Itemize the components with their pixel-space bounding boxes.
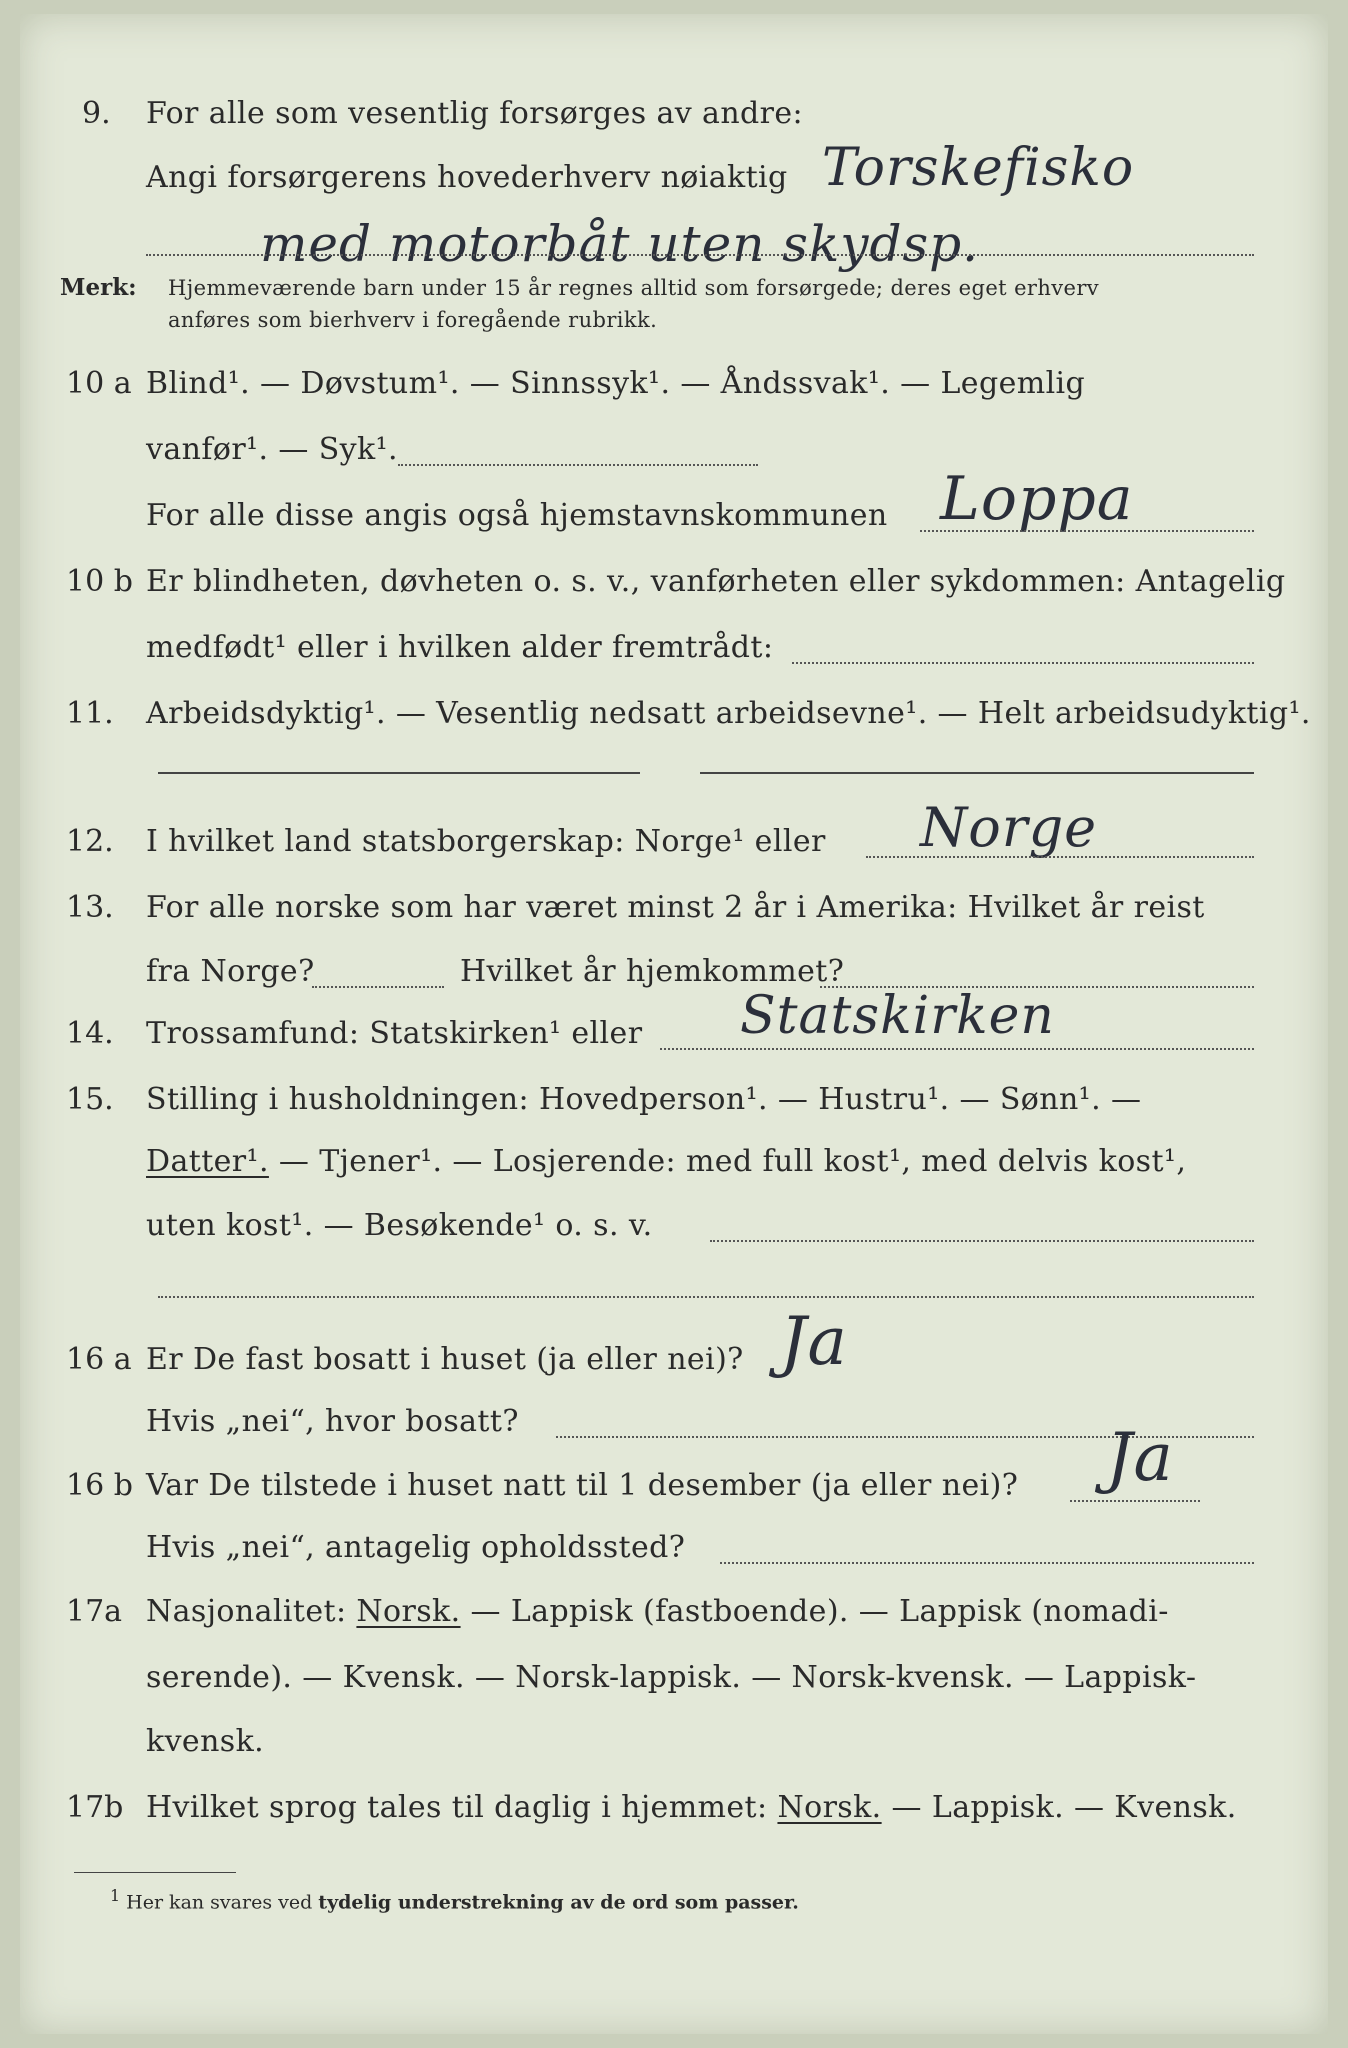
q17b-number: 17b bbox=[66, 1790, 124, 1825]
q17b-underlined-norsk: Norsk. bbox=[777, 1790, 882, 1825]
q10b-answer-line bbox=[792, 662, 1254, 664]
q17b-question: Hvilket sprog tales til daglig i hjemmet: bbox=[146, 1790, 768, 1825]
q15-underlined-datter: Datter¹. bbox=[146, 1144, 269, 1179]
q13-number: 13. bbox=[66, 890, 114, 925]
q11-divider-left bbox=[158, 772, 640, 774]
q16b-line2-answer-line bbox=[720, 1562, 1254, 1564]
q10a-line2-answer-line bbox=[398, 464, 758, 466]
q13-year-left-line bbox=[312, 986, 444, 988]
q12-handwritten-answer: Norge bbox=[920, 796, 1098, 859]
q17a-line1-rest: — Lappisk (fastboende). — Lappisk (nomadi- bbox=[460, 1594, 1169, 1629]
q10b-line2: medfødt¹ eller i hvilken alder fremtrådt: bbox=[146, 630, 774, 665]
q13-line1: For alle norske som har været minst 2 år i Amerika: Hvilket år reist bbox=[146, 890, 1205, 925]
footnote-mark: 1 bbox=[110, 1886, 121, 1905]
q10b-number: 10 b bbox=[66, 564, 133, 599]
q12-number: 12. bbox=[66, 824, 114, 859]
q10a-line1: Blind¹. — Døvstum¹. — Sinnssyk¹. — Åndssvak¹. — Legemlig bbox=[146, 366, 1086, 401]
q9-handwritten-answer1: Torskefisko bbox=[822, 138, 1135, 198]
q15-line1: Stilling i husholdningen: Hovedperson¹. — Hustru¹. — Sønn¹. — bbox=[146, 1082, 1142, 1117]
q9-handwritten-answer2: med motorbåt uten skydsp. bbox=[260, 215, 980, 273]
q15-line3: uten kost¹. — Besøkende¹ o. s. v. bbox=[146, 1208, 653, 1243]
q9-line1: For alle som vesentlig forsørges av andre: bbox=[146, 96, 804, 131]
q17a-line3: kvensk. bbox=[146, 1724, 265, 1759]
q17b-line1-rest: — Lappisk. — Kvensk. bbox=[881, 1790, 1237, 1825]
q14-answer-line bbox=[660, 1048, 1254, 1050]
q16b-line1: Var De tilstede i huset natt til 1 desember (ja eller nei)? bbox=[146, 1468, 1019, 1503]
q10a-handwritten-answer: Loppa bbox=[940, 464, 1134, 534]
merk-line1: Hjemmeværende barn under 15 år regnes alltid som forsørgede; deres eget erhverv bbox=[168, 276, 1100, 300]
q10a-line3-answer-line bbox=[920, 530, 1254, 532]
q9-number: 9. bbox=[82, 96, 111, 131]
q10a-line3: For alle disse angis også hjemstavnskommunen bbox=[146, 498, 888, 533]
q13-line2b: Hvilket år hjemkommet? bbox=[460, 954, 845, 989]
q9-line2: Angi forsørgerens hovederhverv nøiaktig bbox=[146, 160, 788, 195]
q17a-line2: serende). — Kvensk. — Norsk-lappisk. — Norsk-kvensk. — Lappisk- bbox=[146, 1660, 1197, 1695]
q15-line2-rest: — Tjener¹. — Losjerende: med full kost¹, med delvis kost¹, bbox=[268, 1144, 1187, 1179]
q14-line1: Trossamfund: Statskirken¹ eller bbox=[146, 1016, 643, 1051]
q16a-line2: Hvis „nei“, hvor bosatt? bbox=[146, 1404, 519, 1439]
footnote-bold-text: tydelig understrekning av de ord som passer. bbox=[318, 1891, 799, 1914]
q16b-handwritten-answer: Ja bbox=[1106, 1419, 1174, 1496]
q15-answer-line bbox=[710, 1240, 1254, 1242]
q14-handwritten-answer: Statskirken bbox=[740, 986, 1055, 1046]
q11-line1: Arbeidsdyktig¹. — Vesentlig nedsatt arbeidsevne¹. — Helt arbeidsudyktig¹. bbox=[146, 696, 1311, 731]
q17a-label: Nasjonalitet: bbox=[146, 1594, 347, 1629]
q17b-line1 bbox=[146, 1790, 1237, 1826]
footnote bbox=[110, 1884, 799, 1914]
q17a-underlined-norsk: Norsk. bbox=[356, 1594, 461, 1629]
q10a-line2: vanfør¹. — Syk¹. bbox=[146, 432, 398, 467]
q16b-line2: Hvis „nei“, antagelig opholdssted? bbox=[146, 1530, 686, 1565]
q16a-number: 16 a bbox=[66, 1342, 132, 1377]
q17a-number: 17a bbox=[66, 1594, 123, 1629]
merk-line2: anføres som bierhverv i foregående rubrikk. bbox=[168, 308, 658, 332]
q16b-number: 16 b bbox=[66, 1468, 133, 1503]
merk-label: Merk: bbox=[60, 274, 137, 301]
q17a-line1 bbox=[146, 1594, 1169, 1630]
q13-line2a: fra Norge? bbox=[146, 954, 315, 989]
q15-number: 15. bbox=[66, 1082, 114, 1117]
q11-number: 11. bbox=[66, 696, 114, 731]
q15-line2 bbox=[146, 1144, 1186, 1180]
q10a-number: 10 a bbox=[66, 366, 132, 401]
footnote-text: Her kan svares ved bbox=[126, 1891, 313, 1914]
q9-answer-line bbox=[146, 254, 1254, 256]
q12-line1: I hvilket land statsborgerskap: Norge¹ eller bbox=[146, 824, 826, 859]
q16a-handwritten-answer: Ja bbox=[780, 1303, 848, 1380]
q11-divider-right bbox=[700, 772, 1254, 774]
footnote-rule bbox=[74, 1872, 236, 1873]
q10b-line1: Er blindheten, døvheten o. s. v., vanførheten eller sykdommen: Antagelig bbox=[146, 564, 1286, 599]
q15-extra-line bbox=[158, 1296, 1254, 1298]
q16a-line1: Er De fast bosatt i huset (ja eller nei)? bbox=[146, 1342, 744, 1377]
q14-number: 14. bbox=[66, 1016, 114, 1051]
q16b-answer-line bbox=[1070, 1500, 1200, 1502]
census-form-page bbox=[20, 14, 1328, 2034]
q12-answer-line bbox=[866, 856, 1254, 858]
